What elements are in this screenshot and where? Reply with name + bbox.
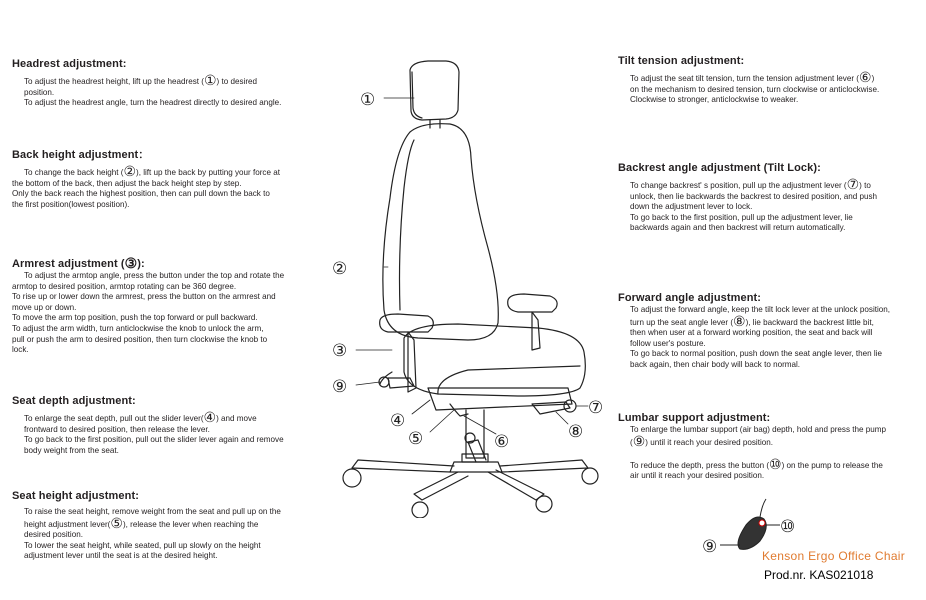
chair-drawing <box>343 61 598 518</box>
text-line <box>618 223 918 234</box>
left-armpad <box>380 314 434 332</box>
text-segment: unlock, then lie backwards the backrest to desired position, and push <box>630 191 878 201</box>
text-line <box>12 189 312 200</box>
product-number: Prod.nr. KAS021018 <box>764 568 874 582</box>
text-line <box>12 446 312 457</box>
text-segment: ), lie backward the backrest little bit, <box>745 317 874 327</box>
inline-marker: ⑧ <box>733 312 746 329</box>
caster-front-right <box>536 496 552 512</box>
text-line <box>618 192 918 203</box>
text-line <box>618 349 918 360</box>
text-segment: To go back to normal position, push down the seat angle lever, then lie <box>630 349 882 359</box>
seat-height-section <box>12 489 312 562</box>
lumbar-title: Lumbar support adjustment: <box>618 412 771 424</box>
text-line <box>12 88 312 99</box>
text-segment: the bottom of the back, then adjust the back height step by step. <box>12 178 242 188</box>
lumbar-body <box>618 425 918 482</box>
inline-marker: ⑨ <box>632 432 646 449</box>
text-segment: To raise the seat height, remove weight from the seat and pull up on the <box>24 507 281 516</box>
text-segment: body weight from the seat. <box>24 445 119 455</box>
text-line <box>12 541 312 552</box>
inline-marker: ① <box>203 72 217 88</box>
callouts <box>332 90 603 451</box>
marker-4: ④ <box>390 411 406 430</box>
forward-angle-section <box>618 291 918 371</box>
text-segment: the first position(lowest position). <box>12 199 130 209</box>
text-segment: To change backrest' s position, pull up the adjustment lever ( <box>630 181 847 190</box>
text-line <box>618 176 918 192</box>
right-armpost <box>532 312 540 350</box>
leader-8 <box>556 412 568 424</box>
text-line <box>12 179 312 190</box>
text-segment: To adjust the forward angle, keep the tilt lock lever at the unlock position, <box>630 305 891 314</box>
text-segment: ) until it reach your desired position. <box>645 437 774 447</box>
armrest-title: Armrest adjustment (③): <box>12 255 145 271</box>
text-segment: lock. <box>12 345 29 355</box>
caster-front-left <box>412 502 428 518</box>
headrest-title: Headrest adjustment: <box>12 58 127 70</box>
base-hub <box>450 462 502 472</box>
lever-knob-7 <box>564 400 576 412</box>
text-line <box>12 271 312 282</box>
text-segment: To go back to the first position, pull up the adjustment lever, lie <box>630 212 853 222</box>
text-line <box>12 72 312 88</box>
text-line <box>618 432 918 449</box>
forward-angle-body <box>618 305 918 371</box>
text-line <box>12 345 312 356</box>
text-segment: To adjust the armtop angle, press the button under the top and rotate the <box>24 271 285 280</box>
marker-3: ③ <box>124 255 138 271</box>
lumbar-section <box>618 411 918 482</box>
marker-9: ⑨ <box>332 377 348 396</box>
leader-9 <box>356 382 380 385</box>
marker-6: ⑥ <box>494 432 510 451</box>
text-segment: ) on the pump to release the <box>781 460 883 470</box>
text-line <box>12 98 312 109</box>
headrest-section <box>12 57 312 109</box>
tilt-tension-title: Tilt tension adjustment: <box>618 55 745 67</box>
text-segment: ) to <box>859 181 871 190</box>
text-segment: adjustment lever until the seat is at the desired height. <box>24 551 218 561</box>
backrest-angle-body <box>618 176 918 234</box>
marker-1: ① <box>360 90 376 109</box>
text-segment: ), lift up the back by putting your force at <box>136 168 280 177</box>
text-segment: desired position. <box>24 530 83 540</box>
backrest-angle-title: Backrest angle adjustment (Tilt Lock): <box>618 162 821 174</box>
text-segment: To adjust the seat tilt tension, turn the tension adjustment lever ( <box>630 74 859 83</box>
text-segment: back again, then chair body will back to normal. <box>630 359 801 369</box>
backrest-angle-section <box>618 161 918 234</box>
text-line <box>12 324 312 335</box>
brand-name: Kenson Ergo Office Chair <box>762 549 906 563</box>
back-height-title: Back height adjustment： <box>12 149 150 161</box>
text-segment: To adjust the headrest height, lift up the headrest ( <box>24 77 204 86</box>
text-line <box>618 328 918 339</box>
text-line <box>618 339 918 350</box>
text-segment: To adjust the arm width, turn anticlockwise the knob to unlock the arm, <box>12 323 264 333</box>
base-leg-front-right <box>488 470 544 500</box>
leader-6 <box>464 416 496 434</box>
text-line <box>618 213 918 224</box>
chair-diagram <box>318 48 618 518</box>
inline-marker: ② <box>123 163 137 179</box>
text-line <box>12 292 312 303</box>
text-segment: ), release the lever when reaching the <box>122 519 259 529</box>
marker-8: ⑧ <box>568 422 584 441</box>
leader-4 <box>412 400 430 414</box>
text-line <box>12 282 312 293</box>
text-segment: on the mechanism to desired tension, turn clockwise or anticlockwise. <box>630 84 880 94</box>
text-line <box>618 69 918 85</box>
text-segment: To adjust the headrest angle, turn the headrest directly to desired angle. <box>24 98 282 108</box>
text-line <box>12 507 312 518</box>
seat-front <box>438 366 580 394</box>
text-line <box>618 85 918 96</box>
inline-marker: ⑦ <box>846 176 860 192</box>
text-line <box>12 163 312 179</box>
caster-right <box>582 468 598 484</box>
inline-marker: ⑥ <box>859 69 872 85</box>
text-line <box>618 471 918 482</box>
text-line <box>12 514 312 531</box>
forward-angle-title: Forward angle adjustment: <box>618 292 762 304</box>
text-line <box>618 455 918 472</box>
marker-7: ⑦ <box>588 398 604 417</box>
base-leg-front-left <box>414 472 468 500</box>
marker-2: ② <box>332 259 348 278</box>
headrest-body <box>12 72 312 109</box>
text-segment: ) to desired <box>216 77 258 86</box>
headrest-shape <box>410 61 459 120</box>
text-segment: ) <box>871 74 875 83</box>
seat-height-body <box>12 507 312 562</box>
pump-hose-detail <box>760 499 766 517</box>
text-segment: pull or push the arm to desired position, then turn clockwise the knob to <box>12 334 268 344</box>
gas-cylinder <box>466 410 484 458</box>
text-segment: To change the back height ( <box>24 168 124 177</box>
text-line <box>12 200 312 211</box>
back-height-section <box>12 148 312 210</box>
text-segment: backwards again and then backrest will return automatically. <box>630 223 846 233</box>
text-segment: To move the arm top position, push the top forward or pull backward. <box>12 313 258 323</box>
text-segment: To rise up or lower down the armrest, press the button on the armrest and <box>12 292 276 302</box>
text-segment: ( <box>630 437 633 447</box>
headrest-edge <box>412 72 422 118</box>
base-leg-right <box>500 460 588 472</box>
marker-10: ⑩ <box>780 517 796 536</box>
text-segment: Clockwise to stronger, anticlockwise to weaker. <box>630 95 799 105</box>
text-line <box>618 202 918 213</box>
seat-shape <box>404 324 585 396</box>
marker-5: ⑤ <box>408 429 424 448</box>
text-segment: follow user's posture. <box>630 338 706 348</box>
text-segment: To reduce the depth, press the button ( <box>630 460 770 470</box>
text-segment: To lower the seat height, while seated, pull up slowly on the height <box>24 540 261 550</box>
tilt-tension-section <box>618 54 918 106</box>
text-line <box>618 425 918 436</box>
inline-marker: ⑩ <box>769 455 782 472</box>
text-line <box>618 95 918 106</box>
text-segment: height adjustment lever( <box>24 519 111 529</box>
text-line <box>12 303 312 314</box>
right-armpad <box>508 294 557 312</box>
text-segment: To enlarge the seat depth, pull out the slider lever( <box>24 414 204 423</box>
inline-marker: ⑤ <box>110 514 123 531</box>
marker-9-detail: ⑨ <box>702 537 718 556</box>
pump-button <box>759 520 765 526</box>
tension-knob <box>450 404 468 416</box>
armrest-section <box>12 257 312 356</box>
text-segment: air until it reach your desired position. <box>630 471 765 481</box>
text-line <box>12 551 312 562</box>
inline-marker: ④ <box>203 409 217 425</box>
text-line <box>12 530 312 541</box>
text-line <box>618 448 918 459</box>
seat-height-title: Seat height adjustment: <box>12 490 139 502</box>
seat-depth-body <box>12 409 312 456</box>
text-line <box>12 335 312 346</box>
seat-depth-title: Seat depth adjustment: <box>12 395 136 407</box>
seat-depth-section <box>12 394 312 456</box>
text-segment: position. <box>24 87 55 97</box>
text-segment: To enlarge the lumbar support (air bag) depth, hold and press the pump <box>630 425 887 434</box>
text-segment: then when user at a forward working position, the seat and back will <box>630 328 873 338</box>
base-leg-left <box>352 460 454 472</box>
mechanism-plate <box>428 388 572 410</box>
text-line <box>618 305 918 316</box>
marker-3-diagram: ③ <box>332 341 348 360</box>
text-segment: ) and move <box>216 414 257 423</box>
text-segment: To go back to the first position, pull out the slider lever again and remove <box>24 435 284 445</box>
text-line <box>12 425 312 436</box>
text-line <box>12 313 312 324</box>
back-height-body <box>12 163 312 210</box>
tilt-tension-body <box>618 69 918 106</box>
text-segment: Only the back reach the highest position, then can pull down the back to <box>12 189 270 199</box>
text-segment: turn up the seat angle lever ( <box>630 317 734 327</box>
text-line <box>618 312 918 329</box>
leader-5 <box>430 410 454 432</box>
text-line <box>12 435 312 446</box>
armrest-body <box>12 271 312 356</box>
text-segment: frontward to desired position, then release the lever. <box>24 424 210 434</box>
caster-left <box>343 469 361 487</box>
text-segment: down the adjustment lever to lock. <box>630 202 753 212</box>
text-line <box>12 409 312 425</box>
text-segment: move up or down. <box>12 302 77 312</box>
backrest-inner <box>400 140 415 310</box>
text-segment: armtop to desired position, armtop rotating can be 360 degree. <box>12 281 237 291</box>
text-line <box>618 360 918 371</box>
